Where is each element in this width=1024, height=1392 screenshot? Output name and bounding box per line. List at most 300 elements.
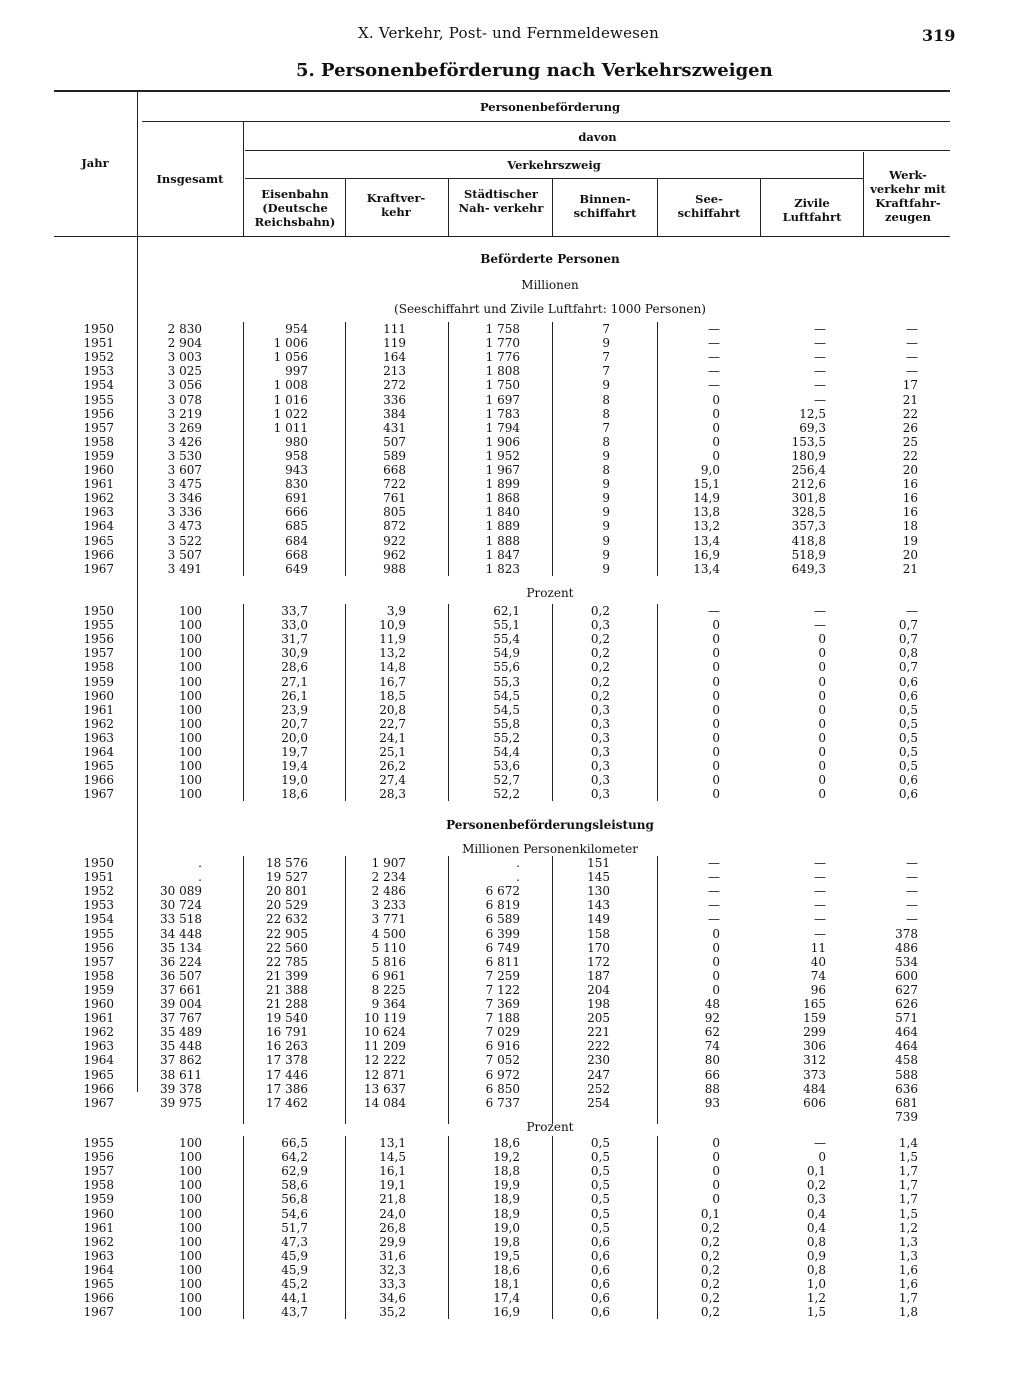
total-cell: 100 bbox=[179, 745, 202, 759]
sea-cell: 0 bbox=[712, 787, 720, 802]
table-row bbox=[0, 463, 1024, 477]
total-cell: 100 bbox=[179, 1262, 202, 1277]
total-cell: 2 830 bbox=[167, 322, 202, 336]
table-row bbox=[0, 1249, 1024, 1263]
table-row bbox=[0, 1291, 1024, 1305]
urban-cell: 1 697 bbox=[485, 392, 520, 407]
air-cell: 649,3 bbox=[791, 561, 826, 576]
total-cell: 30 089 bbox=[160, 884, 202, 899]
total-cell: 3 426 bbox=[167, 434, 202, 449]
sea-cell: 0,2 bbox=[700, 1305, 720, 1320]
urban-cell: 1 783 bbox=[485, 406, 520, 421]
air-cell: 1,0 bbox=[806, 1277, 826, 1291]
year-cell: 1957 bbox=[83, 954, 114, 969]
inland-cell: 8 bbox=[602, 392, 610, 407]
air-cell: — bbox=[814, 364, 826, 379]
works-cell: 21 bbox=[902, 561, 918, 576]
rail-cell: 1 022 bbox=[273, 406, 308, 421]
urban-cell: 19,2 bbox=[493, 1150, 520, 1165]
column-rule bbox=[552, 1136, 553, 1319]
table-row bbox=[0, 1235, 1024, 1249]
rail-cell: 980 bbox=[285, 434, 308, 449]
inland-cell: 9 bbox=[602, 378, 610, 393]
rail-cell: 19 527 bbox=[266, 870, 308, 885]
rail-cell: 17 446 bbox=[266, 1067, 308, 1082]
inland-cell: 9 bbox=[602, 336, 610, 351]
total-cell: 100 bbox=[179, 1178, 202, 1193]
column-rule bbox=[657, 1136, 658, 1319]
year-cell: 1954 bbox=[83, 378, 114, 393]
table-row bbox=[0, 491, 1024, 505]
inland-cell: 0,2 bbox=[590, 632, 610, 647]
table-row bbox=[0, 941, 1024, 955]
rail-cell: 684 bbox=[285, 533, 308, 548]
air-cell: — bbox=[814, 870, 826, 885]
works-cell: 681 bbox=[895, 1095, 918, 1110]
sea-cell: 0 bbox=[712, 954, 720, 969]
road-cell: 16,7 bbox=[379, 674, 406, 689]
air-cell: 299 bbox=[803, 1025, 826, 1040]
inland-cell: 0,3 bbox=[590, 759, 610, 774]
works-cell: 0,7 bbox=[898, 660, 918, 675]
table-row bbox=[0, 675, 1024, 689]
sea-cell: 0,2 bbox=[700, 1234, 720, 1249]
sea-cell: — bbox=[708, 898, 720, 913]
road-cell: 13,1 bbox=[379, 1136, 406, 1150]
air-cell: 0,9 bbox=[806, 1248, 826, 1263]
road-cell: 13 637 bbox=[364, 1081, 406, 1096]
column-rule bbox=[243, 322, 244, 576]
air-cell: 301,8 bbox=[791, 491, 826, 506]
road-cell: 10 119 bbox=[364, 1011, 406, 1026]
sea-cell: 0 bbox=[712, 1150, 720, 1165]
inland-cell: 9 bbox=[602, 448, 610, 463]
road-cell: 2 486 bbox=[371, 884, 406, 899]
urban-cell: 53,6 bbox=[493, 759, 520, 774]
air-cell: 0,8 bbox=[806, 1234, 826, 1249]
total-cell: 34 448 bbox=[160, 926, 202, 941]
table-row bbox=[0, 421, 1024, 435]
table-row bbox=[0, 1136, 1024, 1150]
total-cell: 36 507 bbox=[160, 968, 202, 983]
total-cell: 100 bbox=[179, 1234, 202, 1249]
urban-cell: 18,6 bbox=[493, 1136, 520, 1150]
air-cell: 0 bbox=[818, 688, 826, 703]
col-insgesamt: Insgesamt bbox=[156, 172, 224, 186]
road-cell: 16,1 bbox=[379, 1164, 406, 1179]
sea-cell: — bbox=[708, 322, 720, 336]
road-cell: 13,2 bbox=[379, 646, 406, 661]
rail-cell: 66,5 bbox=[281, 1136, 308, 1150]
inland-cell: 204 bbox=[587, 982, 610, 997]
road-cell: 805 bbox=[383, 505, 406, 520]
rail-cell: 649 bbox=[285, 561, 308, 576]
sea-cell: 0 bbox=[712, 632, 720, 647]
rail-cell: 17 378 bbox=[266, 1053, 308, 1068]
table-row bbox=[0, 548, 1024, 562]
urban-cell: 1 840 bbox=[485, 505, 520, 520]
urban-cell: 6 819 bbox=[485, 898, 520, 913]
urban-cell: 55,8 bbox=[493, 716, 520, 731]
table-row bbox=[0, 1096, 1024, 1110]
sea-cell: 48 bbox=[704, 997, 720, 1011]
air-cell: 418,8 bbox=[791, 533, 826, 548]
urban-cell: 6 811 bbox=[485, 954, 520, 969]
inland-cell: 8 bbox=[602, 463, 610, 477]
air-cell: — bbox=[814, 350, 826, 365]
column-rule bbox=[448, 604, 449, 801]
rail-cell: 19 540 bbox=[266, 1011, 308, 1026]
air-cell: 0 bbox=[818, 787, 826, 802]
total-cell: 3 475 bbox=[167, 477, 202, 492]
sea-cell: 15,1 bbox=[693, 477, 720, 492]
sea-cell: 0 bbox=[712, 773, 720, 788]
total-cell: 100 bbox=[179, 1291, 202, 1306]
rail-cell: 19,7 bbox=[281, 745, 308, 759]
rail-cell: 30,9 bbox=[281, 646, 308, 661]
table-row bbox=[0, 1221, 1024, 1235]
table-row bbox=[0, 618, 1024, 632]
air-cell: 373 bbox=[803, 1067, 826, 1082]
total-cell: 100 bbox=[179, 730, 202, 745]
road-cell: 33,3 bbox=[379, 1277, 406, 1291]
inland-cell: 0,3 bbox=[590, 730, 610, 745]
works-cell: 739 bbox=[895, 1109, 918, 1124]
works-cell: 0,6 bbox=[898, 688, 918, 703]
table-row bbox=[0, 898, 1024, 912]
total-cell: 35 489 bbox=[160, 1025, 202, 1040]
rail-cell: 31,7 bbox=[281, 632, 308, 647]
inland-cell: 0,6 bbox=[590, 1262, 610, 1277]
year-cell: 1953 bbox=[83, 898, 114, 913]
rail-cell: 20,7 bbox=[281, 716, 308, 731]
column-rule bbox=[552, 322, 553, 576]
total-cell: 39 378 bbox=[160, 1081, 202, 1096]
air-cell: 0,2 bbox=[806, 1178, 826, 1193]
air-cell: — bbox=[814, 856, 826, 870]
air-cell: 180,9 bbox=[791, 448, 826, 463]
inland-cell: 0,6 bbox=[590, 1305, 610, 1320]
column-rule bbox=[448, 856, 449, 1124]
total-cell: 100 bbox=[179, 1164, 202, 1179]
sea-cell: 0 bbox=[712, 730, 720, 745]
inland-cell: 151 bbox=[587, 856, 610, 870]
inland-cell: 8 bbox=[602, 434, 610, 449]
road-cell: 14,8 bbox=[379, 660, 406, 675]
year-cell: 1958 bbox=[83, 968, 114, 983]
year-cell: 1951 bbox=[83, 870, 114, 885]
inland-cell: 0,3 bbox=[590, 618, 610, 633]
road-cell: 384 bbox=[383, 406, 406, 421]
urban-cell: 7 029 bbox=[485, 1025, 520, 1040]
sea-cell: 0 bbox=[712, 716, 720, 731]
air-cell: 306 bbox=[803, 1039, 826, 1054]
rail-cell: 22 560 bbox=[266, 940, 308, 955]
total-cell: 3 607 bbox=[167, 463, 202, 477]
sea-cell: — bbox=[708, 350, 720, 365]
sea-cell: 0 bbox=[712, 688, 720, 703]
urban-cell: 7 369 bbox=[485, 997, 520, 1011]
road-cell: 18,5 bbox=[379, 688, 406, 703]
year-cell: 1958 bbox=[83, 434, 114, 449]
road-cell: 722 bbox=[383, 477, 406, 492]
table-title: 5. Personenbeförderung nach Verkehrszweigen bbox=[296, 60, 773, 81]
rail-cell: 64,2 bbox=[281, 1150, 308, 1165]
road-cell: 11,9 bbox=[379, 632, 406, 647]
works-cell: 22 bbox=[902, 448, 918, 463]
air-cell: 606 bbox=[803, 1095, 826, 1110]
total-cell: 100 bbox=[179, 688, 202, 703]
road-cell: 589 bbox=[383, 448, 406, 463]
works-cell: 17 bbox=[902, 378, 918, 393]
works-cell: 464 bbox=[895, 1039, 918, 1054]
column-rule bbox=[448, 1136, 449, 1319]
sea-cell: 92 bbox=[704, 1011, 720, 1026]
sea-cell: 0,1 bbox=[700, 1206, 720, 1221]
works-cell: 0,6 bbox=[898, 773, 918, 788]
works-cell: 0,7 bbox=[898, 618, 918, 633]
works-cell: 627 bbox=[895, 982, 918, 997]
inland-cell: 0,6 bbox=[590, 1248, 610, 1263]
inland-cell: 149 bbox=[587, 912, 610, 927]
rail-cell: 21 288 bbox=[266, 997, 308, 1011]
year-cell: 1964 bbox=[83, 1262, 114, 1277]
air-cell: — bbox=[814, 912, 826, 927]
inland-cell: 0,2 bbox=[590, 646, 610, 661]
road-cell: 27,4 bbox=[379, 773, 406, 788]
running-head: X. Verkehr, Post- und Fernmeldewesen bbox=[358, 24, 659, 42]
urban-cell: 1 868 bbox=[485, 491, 520, 506]
total-cell: 3 056 bbox=[167, 378, 202, 393]
rail-cell: 62,9 bbox=[281, 1164, 308, 1179]
total-cell: 3 491 bbox=[167, 561, 202, 576]
works-cell: 0,5 bbox=[898, 759, 918, 774]
rail-cell: 22 632 bbox=[266, 912, 308, 927]
air-cell: 0 bbox=[818, 759, 826, 774]
air-cell: 40 bbox=[810, 954, 826, 969]
col-jahr: Jahr bbox=[81, 156, 109, 170]
rail-cell: 666 bbox=[285, 505, 308, 520]
rail-cell: 997 bbox=[285, 364, 308, 379]
sea-cell: 0 bbox=[712, 982, 720, 997]
air-cell: 0,4 bbox=[806, 1220, 826, 1235]
urban-cell: 1 906 bbox=[485, 434, 520, 449]
rail-cell: 20 529 bbox=[266, 898, 308, 913]
works-cell: — bbox=[906, 898, 918, 913]
rail-cell: 958 bbox=[285, 448, 308, 463]
column-rule bbox=[243, 1136, 244, 1319]
air-cell: 12,5 bbox=[799, 406, 826, 421]
rail-cell: 45,2 bbox=[281, 1277, 308, 1291]
inland-cell: 254 bbox=[587, 1095, 610, 1110]
year-cell: 1956 bbox=[83, 632, 114, 647]
works-cell: 378 bbox=[895, 926, 918, 941]
inland-cell: 0,3 bbox=[590, 787, 610, 802]
road-cell: 19,1 bbox=[379, 1178, 406, 1193]
total-cell: 37 862 bbox=[160, 1053, 202, 1068]
urban-cell: 6 916 bbox=[485, 1039, 520, 1054]
table-row bbox=[0, 322, 1024, 336]
table-row bbox=[0, 534, 1024, 548]
urban-cell: 1 750 bbox=[485, 378, 520, 393]
works-cell: — bbox=[906, 884, 918, 899]
urban-cell: 1 808 bbox=[485, 364, 520, 379]
year-cell: 1959 bbox=[83, 448, 114, 463]
works-cell: — bbox=[906, 870, 918, 885]
table-row bbox=[0, 759, 1024, 773]
table-row bbox=[0, 435, 1024, 449]
year-cell: 1965 bbox=[83, 759, 114, 774]
urban-cell: 55,1 bbox=[493, 618, 520, 633]
sea-cell: 0 bbox=[712, 618, 720, 633]
total-cell: 100 bbox=[179, 773, 202, 788]
total-cell: 38 611 bbox=[160, 1067, 202, 1082]
rail-cell: 18,6 bbox=[281, 787, 308, 802]
rail-cell: 21 388 bbox=[266, 982, 308, 997]
year-cell: 1951 bbox=[83, 336, 114, 351]
sea-cell: — bbox=[708, 856, 720, 870]
road-cell: 26,8 bbox=[379, 1220, 406, 1235]
total-cell: 100 bbox=[179, 759, 202, 774]
urban-cell: 52,2 bbox=[493, 787, 520, 802]
total-cell: 3 336 bbox=[167, 505, 202, 520]
works-cell: — bbox=[906, 336, 918, 351]
works-cell: 1,6 bbox=[898, 1262, 918, 1277]
table-row bbox=[0, 1039, 1024, 1053]
urban-cell: 16,9 bbox=[493, 1305, 520, 1320]
works-cell: — bbox=[906, 604, 918, 618]
table-row bbox=[0, 1011, 1024, 1025]
year-cell: 1952 bbox=[83, 350, 114, 365]
sea-cell: 93 bbox=[704, 1095, 720, 1110]
section-title: Personenbeförderungsleistung bbox=[446, 818, 654, 832]
table-row bbox=[0, 350, 1024, 364]
year-cell: 1953 bbox=[83, 364, 114, 379]
road-cell: 20,8 bbox=[379, 702, 406, 717]
road-cell: 14 084 bbox=[364, 1095, 406, 1110]
table-row bbox=[0, 336, 1024, 350]
table-row bbox=[0, 1192, 1024, 1206]
year-cell: 1966 bbox=[83, 1081, 114, 1096]
air-cell: 153,5 bbox=[791, 434, 826, 449]
total-cell: 39 975 bbox=[160, 1095, 202, 1110]
road-cell: 4 500 bbox=[371, 926, 406, 941]
urban-cell: 19,0 bbox=[493, 1220, 520, 1235]
rail-cell: 22 785 bbox=[266, 954, 308, 969]
works-cell: 16 bbox=[902, 491, 918, 506]
road-cell: 26,2 bbox=[379, 759, 406, 774]
year-cell: 1964 bbox=[83, 519, 114, 534]
column-rule bbox=[552, 856, 553, 1124]
table-row bbox=[0, 1305, 1024, 1319]
sea-cell: 0 bbox=[712, 1164, 720, 1179]
works-cell: 26 bbox=[902, 420, 918, 435]
urban-cell: 19,5 bbox=[493, 1248, 520, 1263]
air-cell: 96 bbox=[810, 982, 826, 997]
road-cell: 34,6 bbox=[379, 1291, 406, 1306]
air-cell: 0 bbox=[818, 745, 826, 759]
total-cell: 3 473 bbox=[167, 519, 202, 534]
inland-cell: 172 bbox=[587, 954, 610, 969]
rail-cell: 26,1 bbox=[281, 688, 308, 703]
road-cell: 35,2 bbox=[379, 1305, 406, 1320]
inland-cell: 0,5 bbox=[590, 1220, 610, 1235]
sea-cell: 0 bbox=[712, 660, 720, 675]
sea-cell: 0 bbox=[712, 940, 720, 955]
table-row bbox=[0, 632, 1024, 646]
works-cell: 16 bbox=[902, 477, 918, 492]
year-cell: 1965 bbox=[83, 1277, 114, 1291]
table-row bbox=[0, 955, 1024, 969]
table-row bbox=[0, 787, 1024, 801]
road-cell: 507 bbox=[383, 434, 406, 449]
road-cell: 10 624 bbox=[364, 1025, 406, 1040]
total-cell: 100 bbox=[179, 1136, 202, 1150]
table-row bbox=[0, 604, 1024, 618]
section-unit: Prozent bbox=[526, 1120, 574, 1134]
year-cell: 1967 bbox=[83, 1095, 114, 1110]
table-row bbox=[0, 1082, 1024, 1096]
road-cell: 431 bbox=[383, 420, 406, 435]
air-cell: 312 bbox=[803, 1053, 826, 1068]
air-cell: — bbox=[814, 618, 826, 633]
year-cell: 1967 bbox=[83, 1305, 114, 1320]
air-cell: — bbox=[814, 898, 826, 913]
urban-cell: 7 052 bbox=[485, 1053, 520, 1068]
sea-cell: 0 bbox=[712, 406, 720, 421]
year-cell: 1964 bbox=[83, 745, 114, 759]
air-cell: 0 bbox=[818, 702, 826, 717]
sea-cell: 0 bbox=[712, 968, 720, 983]
rail-cell: 1 016 bbox=[273, 392, 308, 407]
col-seeschiffahrt: See- schiffahrt bbox=[677, 192, 741, 220]
urban-cell: 1 776 bbox=[485, 350, 520, 365]
inland-cell: 143 bbox=[587, 898, 610, 913]
urban-cell: 18,1 bbox=[493, 1277, 520, 1291]
road-cell: 988 bbox=[383, 561, 406, 576]
total-cell: 3 269 bbox=[167, 420, 202, 435]
total-cell: 100 bbox=[179, 660, 202, 675]
air-cell: 328,5 bbox=[791, 505, 826, 520]
air-cell: — bbox=[814, 926, 826, 941]
table-row bbox=[0, 505, 1024, 519]
works-cell: 636 bbox=[895, 1081, 918, 1096]
road-cell: 12 871 bbox=[364, 1067, 406, 1082]
road-cell: 872 bbox=[383, 519, 406, 534]
works-cell: 588 bbox=[895, 1067, 918, 1082]
table-row bbox=[0, 912, 1024, 926]
table-row bbox=[0, 1150, 1024, 1164]
inland-cell: 9 bbox=[602, 491, 610, 506]
table-row bbox=[0, 703, 1024, 717]
road-cell: 31,6 bbox=[379, 1248, 406, 1263]
works-cell: 0,5 bbox=[898, 730, 918, 745]
column-rule bbox=[345, 1136, 346, 1319]
inland-cell: 0,5 bbox=[590, 1178, 610, 1193]
table-row bbox=[0, 1053, 1024, 1067]
inland-cell: 170 bbox=[587, 940, 610, 955]
year-cell: 1962 bbox=[83, 1025, 114, 1040]
year-cell: 1961 bbox=[83, 702, 114, 717]
urban-cell: 1 889 bbox=[485, 519, 520, 534]
rail-cell: 21 399 bbox=[266, 968, 308, 983]
sea-cell: 0 bbox=[712, 392, 720, 407]
air-cell: — bbox=[814, 322, 826, 336]
sea-cell: 0,2 bbox=[700, 1220, 720, 1235]
inland-cell: 205 bbox=[587, 1011, 610, 1026]
urban-cell: 1 823 bbox=[485, 561, 520, 576]
year-cell: 1962 bbox=[83, 716, 114, 731]
